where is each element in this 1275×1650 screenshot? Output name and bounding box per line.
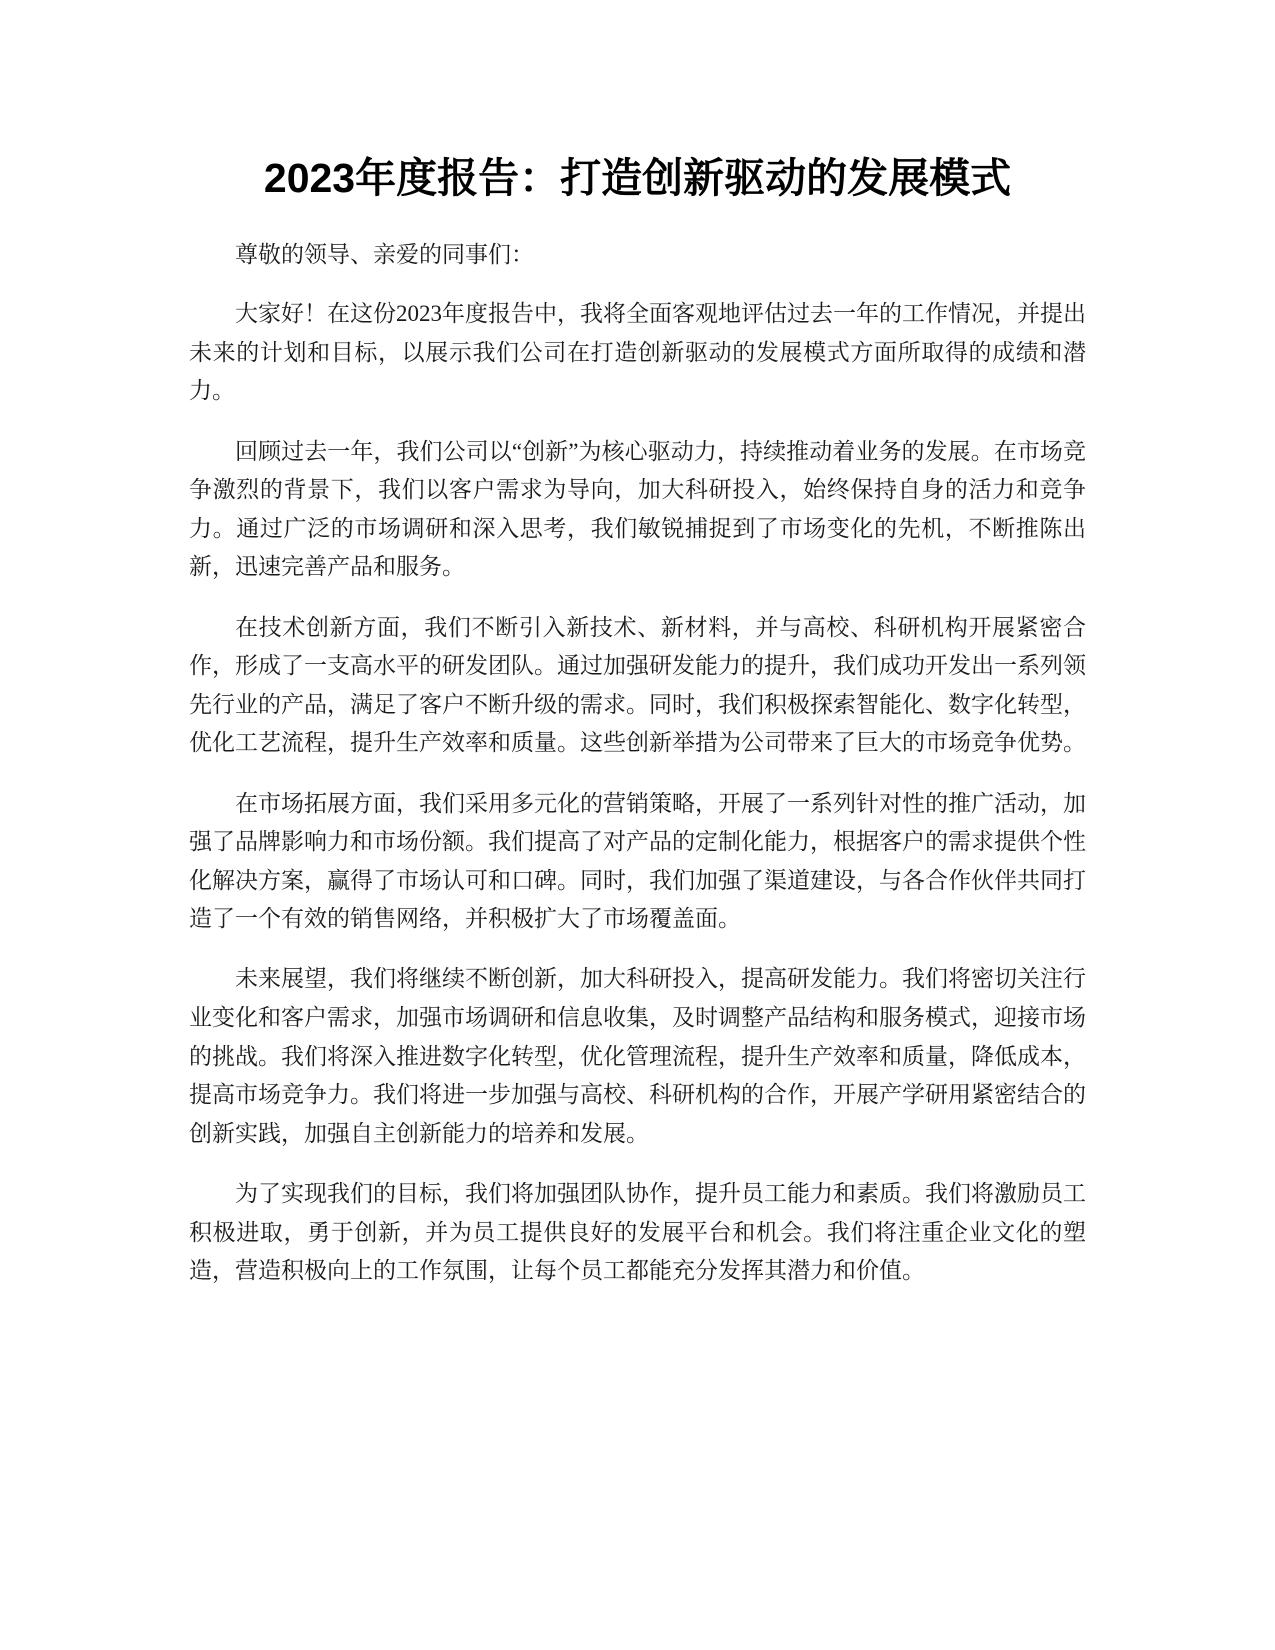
document-title: 2023年度报告：打造创新驱动的发展模式 bbox=[263, 155, 1012, 201]
paragraph-greeting-intro: 大家好！在这份2023年度报告中，我将全面客观地评估过去一年的工作情况，并提出未来的计划和目标，以展示我们公司在打造创新驱动的发展模式方面所取得的成绩和潜力。 bbox=[189, 301, 1086, 404]
paragraph-technology-innovation: 在技术创新方面，我们不断引入新技术、新材料，并与高校、科研机构开展紧密合作，形成了一支高水平的研发团队。通过加强研发能力的提升，我们成功开发出一系列领先行业的产品，满足了客户不断升级的需求。同时，我们积极探索智能化、数字化转型，优化工艺流程，提升生产效率和质量。这些创新举措为公司带来了巨大的市场竞争优势。 bbox=[189, 614, 1086, 756]
document-body bbox=[189, 236, 1086, 1312]
paragraph-future-outlook: 未来展望，我们将继续不断创新，加大科研投入，提高研发能力。我们将密切关注行业变化和客户需求，加强市场调研和信息收集，及时调整产品结构和服务模式，迎接市场的挑战。我们将深入推进数字化转型，优化管理流程，提升生产效率和质量，降低成本，提高市场竞争力。我们将进一步加强与高校、科研机构的合作，开展产学研用紧密结合的创新实践，加强自主创新能力的培养和发展。 bbox=[189, 966, 1086, 1146]
salutation: 尊敬的领导、亲爱的同事们： bbox=[235, 242, 534, 267]
paragraph-team-building: 为了实现我们的目标，我们将加强团队协作，提升员工能力和素质。我们将激励员工积极进取，勇于创新，并为员工提供良好的发展平台和机会。我们将注重企业文化的塑造，营造积极向上的工作氛围，让每个员工都能充分发挥其潜力和价值。 bbox=[189, 1181, 1086, 1284]
paragraph-market-expansion: 在市场拓展方面，我们采用多元化的营销策略，开展了一系列针对性的推广活动，加强了品牌影响力和市场份额。我们提高了对产品的定制化能力，根据客户的需求提供个性化解决方案，赢得了市场认可和口碑。同时，我们加强了渠道建设，与各合作伙伴共同打造了一个有效的销售网络，并积极扩大了市场覆盖面。 bbox=[189, 790, 1086, 932]
paragraph-year-review: 回顾过去一年，我们公司以“创新”为核心驱动力，持续推动着业务的发展。在市场竞争激烈的背景下，我们以客户需求为导向，加大科研投入，始终保持自身的活力和竞争力。通过广泛的市场调研和深入思考，我们敏锐捕捉到了市场变化的先机，不断推陈出新，迅速完善产品和服务。 bbox=[189, 438, 1086, 580]
